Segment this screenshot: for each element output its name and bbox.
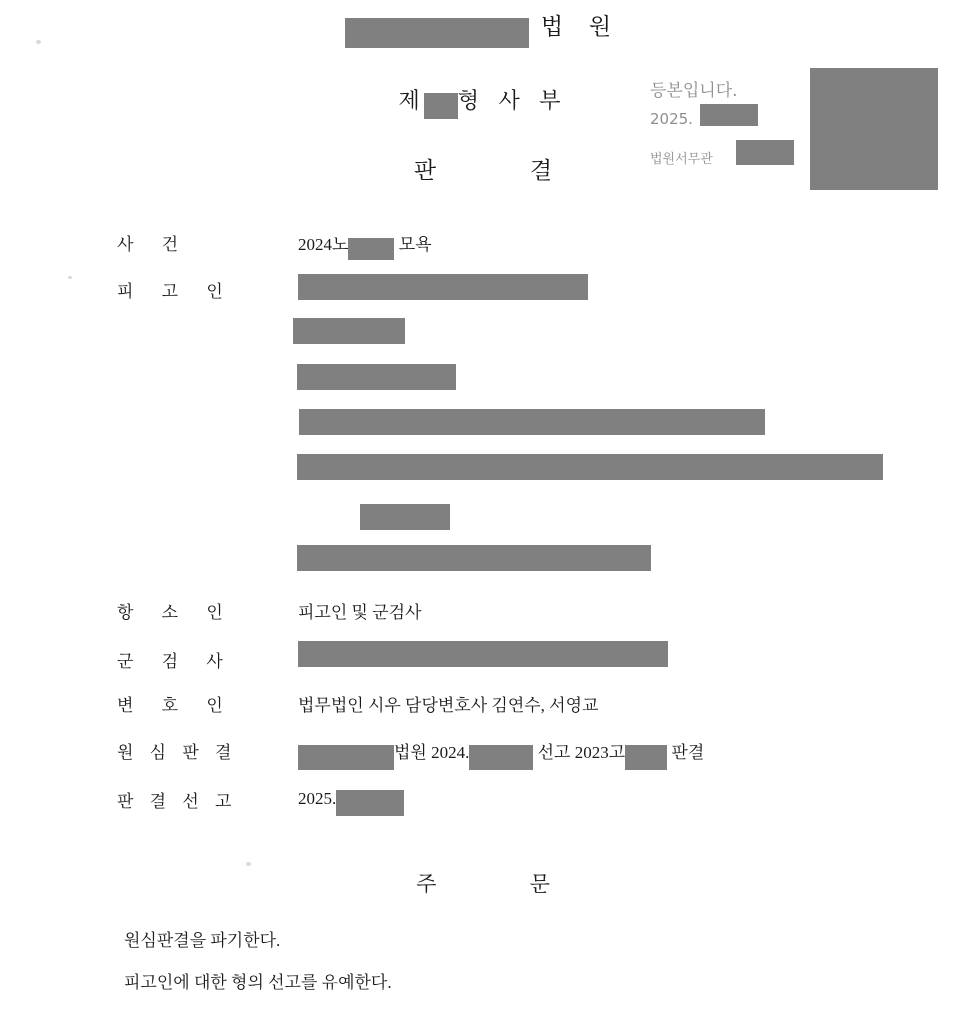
field-label-defense-counsel: 변 호 인 bbox=[117, 696, 235, 715]
scan-speck bbox=[246, 862, 251, 866]
order-line-2: 피고인에 대한 형의 선고를 유예한다. bbox=[124, 973, 392, 992]
field-label-original-judgment: 원 심 판 결 bbox=[117, 743, 238, 762]
redaction-defendant-detail bbox=[297, 364, 456, 390]
redaction-original-case-number bbox=[625, 745, 667, 770]
field-value-defendant bbox=[298, 274, 588, 300]
redaction-court-name bbox=[345, 18, 529, 48]
certified-copy-stamp bbox=[648, 66, 948, 202]
division-suffix: 형 사 부 bbox=[457, 88, 568, 113]
stamp-officer-role-text: 법원서무관 bbox=[650, 152, 713, 167]
case-number-prefix: 2024노 bbox=[298, 235, 349, 254]
redaction-defendant-detail bbox=[299, 409, 765, 435]
field-value-judgment-date bbox=[298, 787, 404, 813]
original-judgment-part3: 판결 bbox=[671, 743, 705, 762]
field-label-defendant: 피 고 인 bbox=[117, 282, 235, 301]
original-judgment-part1: 법원 2024. bbox=[394, 743, 470, 762]
redaction-defendant-detail bbox=[297, 454, 883, 480]
redaction-row-defendant-detail-2 bbox=[297, 364, 456, 390]
field-label-judgment-date: 판 결 선 고 bbox=[117, 792, 238, 811]
redaction-case-number bbox=[348, 238, 394, 260]
stamp-certified-copy-text: 등본입니다. bbox=[650, 81, 738, 101]
redaction-defendant-name bbox=[298, 274, 588, 300]
redaction-row-defendant-detail-6 bbox=[297, 545, 651, 571]
redaction-military-prosecutor-name bbox=[298, 641, 668, 667]
court-label: 법 원 bbox=[540, 14, 622, 39]
redaction-stamp-officer-name bbox=[736, 140, 794, 165]
redaction-official-seal bbox=[810, 68, 938, 190]
court-name-heading bbox=[0, 8, 966, 44]
field-value-appellant: 피고인 및 군검사 bbox=[298, 603, 422, 622]
field-value-defense-counsel: 법무법인 시우 담당변호사 김연수, 서영교 bbox=[298, 696, 599, 715]
section-title-order: 주 문 bbox=[416, 872, 594, 896]
field-label-case: 사 건 bbox=[117, 235, 191, 254]
redaction-stamp-date bbox=[700, 104, 758, 126]
redaction-defendant-detail bbox=[360, 504, 450, 530]
redaction-row-defendant-detail-5 bbox=[360, 504, 450, 530]
redaction-row-defendant-detail-4 bbox=[297, 454, 883, 480]
redaction-division-number bbox=[424, 93, 458, 119]
redaction-original-court-name bbox=[298, 745, 394, 770]
judgment-date-year: 2025. bbox=[298, 788, 337, 808]
field-value-original-judgment bbox=[298, 738, 704, 767]
redaction-judgment-date bbox=[336, 790, 404, 816]
order-line-1: 원심판결을 파기한다. bbox=[124, 931, 281, 950]
redaction-original-judgment-date bbox=[469, 745, 533, 770]
field-value-case bbox=[298, 230, 432, 257]
case-charge: 모욕 bbox=[398, 235, 432, 254]
redaction-defendant-detail bbox=[297, 545, 651, 571]
division-prefix: 제 bbox=[398, 88, 424, 113]
field-label-military-prosecutor: 군 검 사 bbox=[117, 652, 235, 671]
scan-speck bbox=[68, 276, 72, 279]
redaction-defendant-detail bbox=[293, 318, 405, 344]
redaction-row-defendant-detail-3 bbox=[299, 409, 765, 435]
original-judgment-part2: 선고 2023고 bbox=[537, 743, 626, 762]
field-label-appellant: 항 소 인 bbox=[117, 603, 235, 622]
redaction-row-defendant-detail-1 bbox=[293, 318, 405, 344]
stamp-date-text: 2025. bbox=[650, 110, 693, 128]
field-value-military-prosecutor bbox=[298, 641, 668, 667]
page-title: 판 결 bbox=[413, 158, 597, 183]
